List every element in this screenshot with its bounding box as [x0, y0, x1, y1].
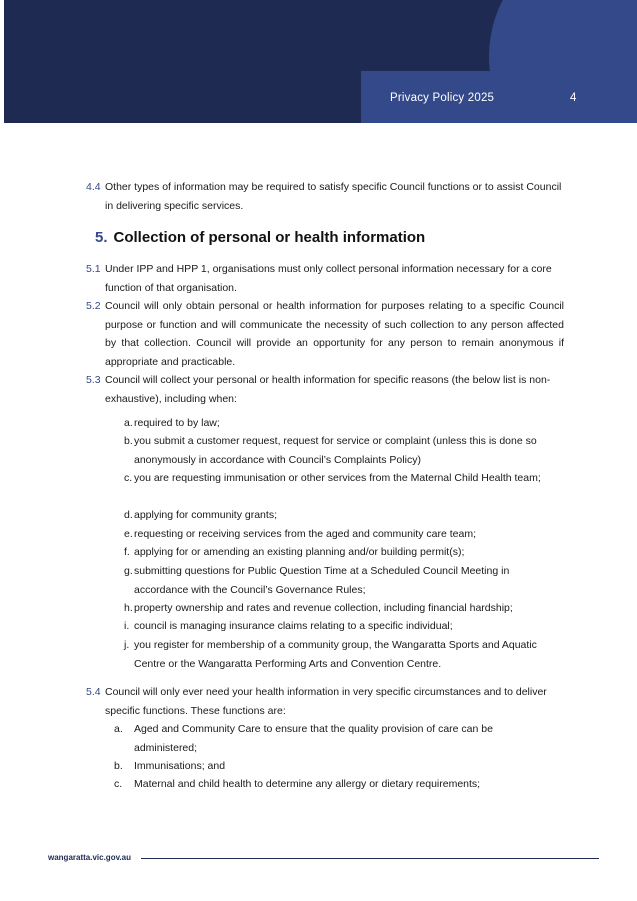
- list-item: [124, 636, 564, 673]
- list-letter: g.: [124, 565, 133, 577]
- list-text: Maternal and child health to determine any allergy or dietary requirements;: [134, 778, 481, 790]
- list-text: requesting or receiving services from the aged and community care team;: [134, 528, 476, 540]
- list-letter: j.: [124, 639, 130, 651]
- list-item: [114, 775, 564, 794]
- clause-number: 5.1: [86, 263, 101, 275]
- list-letter: b.: [124, 435, 133, 447]
- list-item: [124, 543, 564, 562]
- clause-number: 5.2: [86, 300, 101, 312]
- page-header: [4, 0, 637, 123]
- page-number: 4: [570, 92, 577, 104]
- list-item: [124, 506, 564, 525]
- list-letter: f.: [124, 546, 130, 558]
- list-item: [124, 599, 564, 618]
- clause-5-2: [86, 297, 564, 371]
- clause-4-4: [86, 178, 564, 215]
- list-letter: b.: [114, 760, 123, 772]
- clause-text: Council will only obtain personal or health information for purposes relating to a specific Council purpose or function and will communicate the necessity of such collection to any person affected by that collection. Council will provide an opportunity for any person to remain anonymous if appropriate and practicable.: [105, 300, 564, 368]
- clause-number: 5.4: [86, 686, 101, 698]
- list-text: you register for membership of a community group, the Wangaratta Sports and Aquatic Centre or the Wangaratta Performing Arts and Convention Centre.: [134, 639, 537, 670]
- list-letter: a.: [114, 723, 123, 735]
- list-text: property ownership and rates and revenue collection, including financial hardship;: [134, 602, 513, 614]
- list-item: [124, 617, 564, 636]
- list-text: council is managing insurance claims relating to a specific individual;: [134, 620, 453, 632]
- list-letter: d.: [124, 509, 133, 521]
- list-letter: a.: [124, 417, 133, 429]
- list-item: [124, 525, 564, 544]
- section-heading: [95, 229, 425, 246]
- list-item: [114, 720, 564, 757]
- section-number: 5.: [95, 229, 108, 246]
- footer-divider: [141, 858, 599, 859]
- clause-text: Other types of information may be required to satisfy specific Council functions or to assist Council in delivering specific services.: [105, 181, 562, 212]
- clause-number: 5.3: [86, 374, 101, 386]
- list-item: [114, 757, 564, 776]
- clause-text: Council will collect your personal or health information for specific reasons (the below list is non-exhaustive), including when:: [105, 374, 551, 405]
- clause-5-4: [86, 683, 564, 720]
- list-letter: c.: [114, 778, 123, 790]
- clause-5-3: [86, 371, 564, 408]
- clause-text: Council will only ever need your health information in very specific circumstances and to deliver specific functions. These functions are:: [105, 686, 547, 717]
- list-letter: i.: [124, 620, 130, 632]
- list-text: required to by law;: [134, 417, 220, 429]
- document-title: Privacy Policy 2025: [390, 92, 495, 104]
- list-text: Immunisations; and: [134, 760, 226, 772]
- list-text: you submit a customer request, request for service or complaint (unless this is done so anonymously in accordance with Council’s Complaints Policy): [134, 435, 537, 466]
- list-item: [124, 432, 564, 469]
- list-item: [124, 469, 564, 488]
- list-text: applying for community grants;: [134, 509, 277, 521]
- list-item: [124, 562, 564, 599]
- section-title: Collection of personal or health information: [113, 229, 426, 246]
- clause-number: 4.4: [86, 181, 101, 193]
- clause-5-1: [86, 260, 564, 297]
- list-text: Aged and Community Care to ensure that the quality provision of care can be administered;: [134, 723, 493, 754]
- list-letter: e.: [124, 528, 133, 540]
- list-item: [124, 414, 564, 433]
- list-letter: h.: [124, 602, 133, 614]
- list-text: you are requesting immunisation or other services from the Maternal Child Health team;: [134, 472, 541, 484]
- footer-website-link[interactable]: wangaratta.vic.gov.au: [48, 853, 131, 862]
- clause-text: Under IPP and HPP 1, organisations must only collect personal information necessary for a core function of that organisation.: [105, 263, 552, 294]
- list-text: applying for or amending an existing planning and/or building permit(s);: [134, 546, 465, 558]
- list-text: submitting questions for Public Question Time at a Scheduled Council Meeting in accordance with the Council’s Governance Rules;: [134, 565, 510, 596]
- list-letter: c.: [124, 472, 133, 484]
